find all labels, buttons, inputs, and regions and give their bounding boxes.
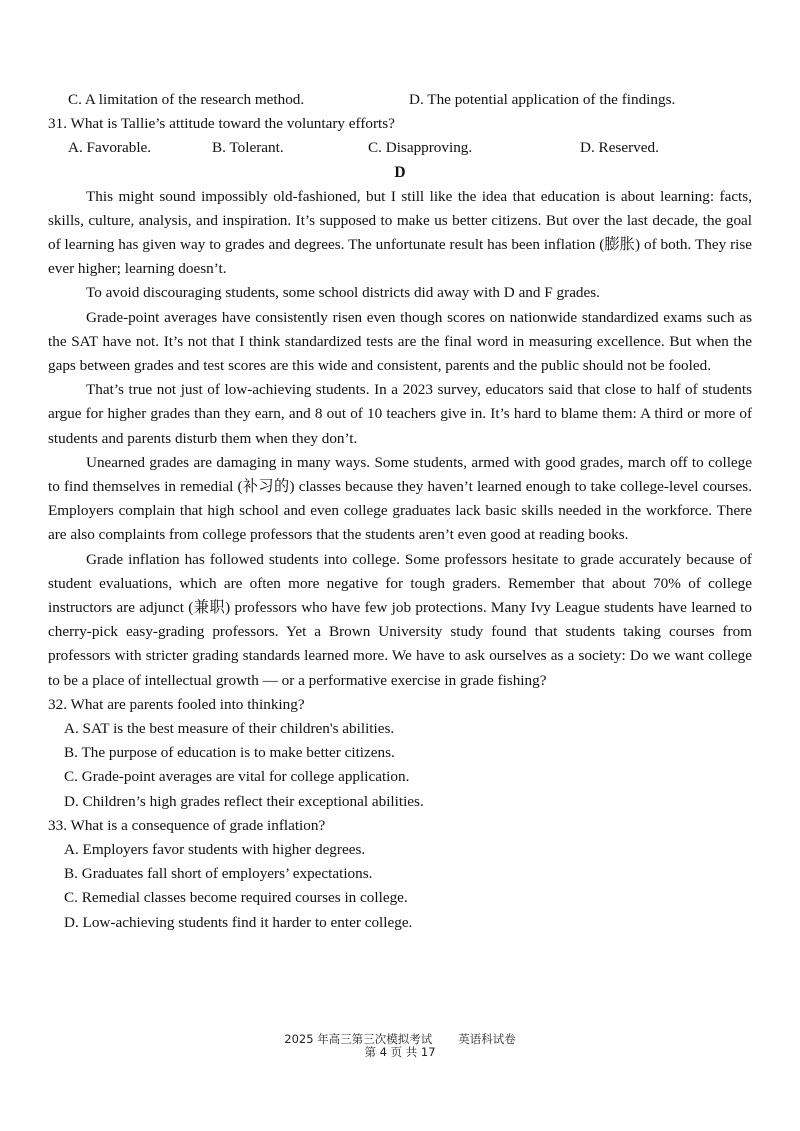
page-footer	[0, 1033, 800, 1059]
question-32-option-c: C. Grade-point averages are vital for college application.	[64, 768, 410, 786]
passage-paragraph-3: Grade-point averages have consistently risen even though scores on nationwide standardized exams such as the SAT have not. It’s not that I think standardized tests are the final word in measuring excellence. But when the gaps between grades and test scores are this wide and consistent, parents and the public should not be fooled.	[48, 308, 752, 374]
question-33-stem: 33. What is a consequence of grade inflation?	[48, 816, 326, 834]
question-33-option-d: D. Low-achieving students find it harder to enter college.	[64, 913, 413, 931]
question-32-option-a: A. SAT is the best measure of their children's abilities.	[64, 720, 395, 738]
page-number: 第 4 页 共 17	[364, 1045, 436, 1059]
subject-label: 英语科试卷	[458, 1032, 516, 1046]
question-33-option-a: A. Employers favor students with higher degrees.	[64, 841, 366, 859]
passage-paragraph-2: To avoid discouraging students, some school districts did away with D and F grades.	[86, 284, 600, 302]
passage-paragraph-1: This might sound impossibly old-fashioned, but I still like the idea that education is about learning: facts, skills, culture, analysis, and inspiration. It’s supposed to make us better citizens. But over the last decade, the goal of learning has given way to grades and degrees. The unfortunate result has been inflation (膨胀) of both. They rise ever higher; learning doesn’t.	[48, 187, 752, 278]
option-d: D. Reserved.	[580, 139, 659, 157]
option-c: C. A limitation of the research method.	[68, 91, 305, 108]
question-33-option-b: B. Graduates fall short of employers’ expectations.	[64, 865, 373, 883]
option-a: A. Favorable.	[68, 139, 152, 157]
question-31-options	[48, 136, 752, 160]
passage-paragraph-4: That’s true not just of low-achieving students. In a 2023 survey, educators said that close to half of students argue for higher grades than they earn, and 8 out of 10 teachers give in. It’s hard to blame them: A third or more of students and parents disturb them when they don’t.	[48, 381, 752, 447]
option-d: D. The potential application of the findings.	[409, 91, 676, 108]
option-b: B. Tolerant.	[212, 139, 284, 157]
passage-paragraph-6: Grade inflation has followed students into college. Some professors hesitate to grade accurately because of student evaluations, which are often more negative for tough graders. Remember that about 70% of college instructors are adjunct (兼职) professors who have few job protections. Many Ivy League students have learned to cherry-pick easy-grading professors. Yet a Brown University study found that students taking courses from professors with stricter grading standards learned more. We have to ask ourselves as a society: Do we want college to be a place of intellectual growth — or a performative exercise in grade fishing?	[48, 550, 752, 689]
exam-title: 2025 年高三第三次模拟考试	[284, 1032, 433, 1046]
question-32-option-b: B. The purpose of education is to make better citizens.	[64, 744, 395, 762]
prev-question-options	[48, 88, 752, 112]
passage-heading: D	[394, 163, 406, 181]
exam-page	[48, 88, 752, 935]
question-33-option-c: C. Remedial classes become required courses in college.	[64, 889, 408, 907]
question-32-stem: 32. What are parents fooled into thinking?	[48, 695, 305, 713]
passage-paragraph-5: Unearned grades are damaging in many ways. Some students, armed with good grades, march off to college to find themselves in remedial (补习的) classes because they haven’t learned enough to take college-level courses. Employers complain that high school and even college graduates lack basic skills needed in the workforce. There are also complaints from college professors that the students aren’t even good at reading books.	[48, 453, 752, 544]
question-31-stem: 31. What is Tallie’s attitude toward the voluntary efforts?	[48, 115, 395, 133]
option-c: C. Disapproving.	[368, 139, 473, 157]
question-32-option-d: D. Children’s high grades reflect their exceptional abilities.	[64, 792, 424, 810]
